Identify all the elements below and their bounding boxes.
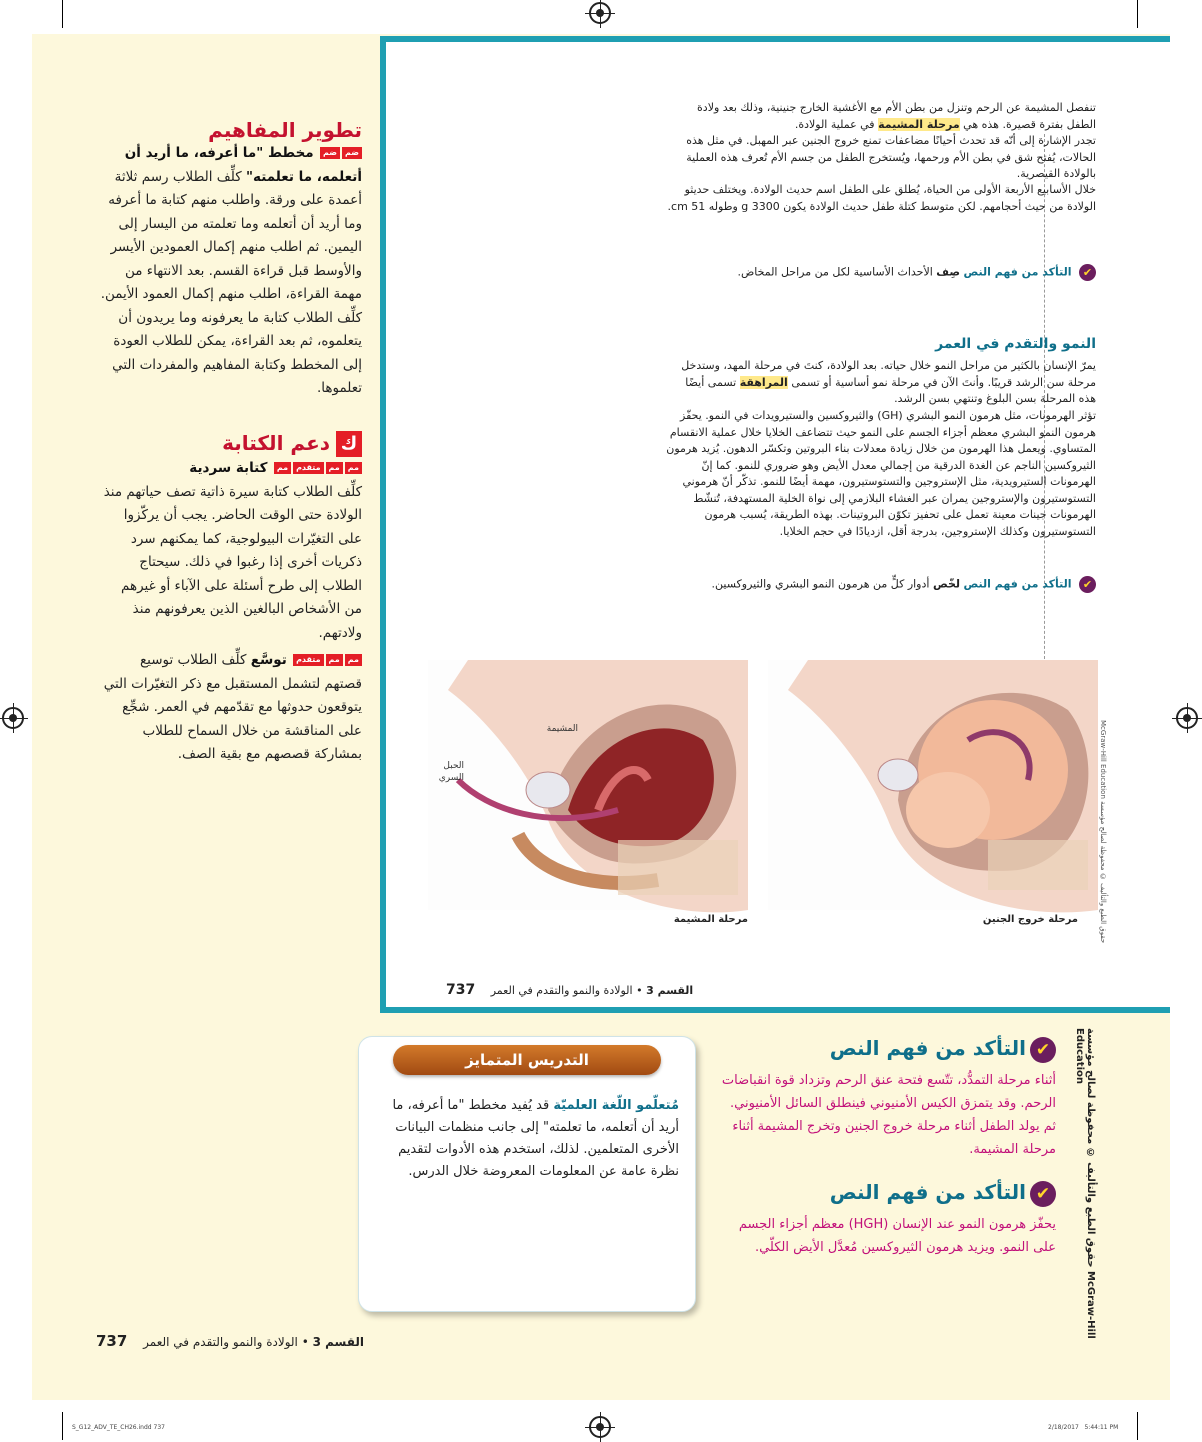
term-adolescence: المراهقة	[739, 375, 788, 389]
vertical-copyright: حقوق الطبع والتأليف © محفوظة لصالح مؤسسة McGraw-Hill Education	[1074, 1028, 1096, 1339]
label-umbilical-cord: الحبل السري	[438, 761, 464, 783]
caption-placenta-stage: مرحلة المشيمة	[673, 914, 748, 925]
differentiated-instruction-box	[358, 1036, 696, 1312]
checkmark-icon: ✔	[1030, 1037, 1056, 1063]
caption-expulsion-stage: مرحلة خروج الجنين	[982, 914, 1078, 925]
concepts-heading: تطوير المفاهيم	[208, 118, 362, 142]
registration-mark-right	[1176, 707, 1198, 729]
answer-heading-2: ✔التأكد من فهم النص	[716, 1180, 1056, 1207]
reading-check-2: ✔ التأكد من فهم النص لخّص أدوار كلٍّ من هرمون النمو البشري والثيروكسين.	[686, 576, 1096, 593]
level-badges: مممممتقدم	[291, 649, 362, 673]
level-badges: ضمضم	[318, 142, 362, 166]
slug-date: 2/18/2017 5:44:11 PM	[1048, 1424, 1119, 1431]
page-footer: القسم 3 • الولادة والنمو والتقدم في العمر 737	[446, 982, 694, 998]
paragraph-placenta: تنفصل المشيمة عن الرحم وتنزل من بطن الأم مع الأغشية الخارج جنينية، وذلك بعد ولادة الطفل بفترة قصيرة. هذه هي مرحلة المشيمة في عملية الولادة.	[697, 101, 1096, 131]
answer-text-1: أثناء مرحلة التمدُّد، تتّسع فتحة عنق الرحم وتزداد قوة انقباضات الرحم. وقد يتمزق الكيس الأمنيوني فينطلق السائل الأمنيوني. ثم يولد الطفل أثناء مرحلة خروج الجنين وتخرج المشيمة أثناء مرحلة المشيمة.	[721, 1072, 1056, 1157]
registration-mark-bottom	[589, 1416, 611, 1438]
answer-heading-1: ✔التأكد من فهم النص	[716, 1036, 1056, 1063]
birth-stages-svg	[428, 660, 1118, 930]
paragraph-growth-1: يمرّ الإنسان بالكثير من مراحل النمو خلال حياته. بعد الولادة، كنتَ في مرحلة المهد، وستدخل مرحلة سن الرشد قريبًا. وأنتَ الآن في مرحلة نمو أساسية أو تسمى المراهقة تسمى أيضًا هذه المرحلة بسن البلوغ وتنتهي بسن الرشد.	[681, 359, 1096, 405]
differentiated-heading: التدريس المتمايز	[393, 1045, 661, 1075]
checkmark-icon: ✔	[1030, 1181, 1056, 1207]
paragraph-cesarean: تجدر الإشارة إلى أنّه قد تحدث أحيانًا مضاعفات تمنع خروج الجنين عبر المهبل. في مثل هذه الحالات، يُفتح شق في بطن الأم ورحمها، ويُستخرج الطفل من جسم الأم تُعرف هذه العملية بالولادة القيصرية.	[686, 134, 1096, 180]
answer-block-1	[716, 1036, 1056, 1161]
expand-block: مممممتقدم توسَّع كلِّف الطلاب توسيع قصتهم لتشمل المستقبل مع ذكر التغيّرات التي يتوقعون حدوثها مع تقدّمهم في العمر. شجِّع على المناقشة من خلال السماح للطلاب بمشاركة قصصهم مع بقية الصف.	[100, 649, 362, 767]
checkmark-icon: ✔	[1079, 264, 1096, 281]
paragraph-newborn: خلال الأسابيع الأربعة الأولى من الحياة، يُطلق على الطفل اسم حديث الولادة. ويختلف حديثو الولادة من حيث أحجامهم. لكن متوسط كتلة طفل حديث الولادة يكون 3300 g وطوله 51 cm.	[667, 183, 1096, 213]
answer-text-2: يحفّز هرمون النمو عند الإنسان (HGH) معظم أجزاء الجسم على النمو. ويزيد هرمون الثيروكسين مُعدَّل الأيض الكلّي.	[738, 1216, 1056, 1255]
birth-illustration	[428, 660, 1118, 930]
registration-mark-top	[589, 2, 611, 24]
page-number: 737	[446, 982, 476, 998]
expulsion-stage-figure	[768, 660, 1098, 912]
registration-mark-left	[2, 707, 24, 729]
placenta-stage-figure	[428, 660, 748, 912]
narrative-block: مممممتقدممم كتابة سردية كلِّف الطلاب كتابة سيرة ذاتية تصف حياتهم منذ الولادة حتى الوقت الحاضر. يجب أن يركّزوا على التغيّرات البيولوجية، كما يمكنهم سرد ذكريات أخرى إذا رغبوا في ذلك. سيحتاج الطلاب إلى طرح أسئلة على الآباء أو غيرهم من الأشخاص البالغين الذين يعرفونهم منذ ولادتهم.	[100, 457, 362, 645]
writing-support-icon: ك	[336, 431, 362, 457]
differentiated-text: مُتعلّمو اللّغة العلميّة قد يُفيد مخطط "ما أعرفه، ما أريد أن أتعلمه، ما تعلمته" إلى جانب منظمات البيانات الأخرى المتعلمين. لذلك، استخدم هذه الأدوات لتقديم نظرة عامة عن المعلومات المعروضة خلال الدرس.	[392, 1098, 679, 1179]
teacher-left-column	[100, 118, 362, 767]
teacher-footer: القسم 3 • الولادة والنمو والتقدم في العمر 737	[96, 1332, 365, 1350]
answer-block-2	[716, 1180, 1056, 1259]
level-badges: مممممتقدممم	[272, 457, 362, 481]
slug-file: S_G12_ADV_TE_CH26.indd 737	[72, 1424, 165, 1431]
concepts-block: ضمضم مخطط "ما أعرفه، ما أريد أن أتعلمه، ما تعلمته" كلِّف الطلاب رسم ثلاثة أعمدة على ورقة. واطلب منهم كتابة ما أعرفه وما أريد أن أتعلمه وما تعلمته من اليسار إلى اليمين. ثم اطلب منهم إكمال العمودين الأيسر والأوسط قبل قراءة القسم. بعد الانتهاء من مهمة القراءة، اطلب منهم إكمال العمود الأيمن. كلِّف الطلاب كتابة ما يعرفونه وما يريدون أن يتعلموه، ثم بعد القراءة، يمكن للطلاب العودة إلى المخطط وكتابة المفاهيم والمفردات التي تعلموها.	[100, 142, 362, 401]
term-placenta-stage: مرحلة المشيمة	[878, 117, 960, 131]
teacher-page-number: 737	[96, 1332, 128, 1350]
checkmark-icon: ✔	[1079, 576, 1096, 593]
writing-heading-row: كدعم الكتابة	[100, 431, 362, 458]
paragraph-hormones: تؤثر الهرمونات، مثل هرمون النمو البشري (GH) والثيروكسين والستيرويدات في النمو. يحفّز هرمون النمو البشري معظم أجزاء الجسم على النمو حيث تتضاعف الخلايا خلال عملية الانقسام المتساوي. ويعمل هذا الهرمون من خلال زيادة معدلات بناء البروتين وتكسّر الدهون. يُزيد هرمون الثيروكسين الناجم عن الغدة الدرقية من إجمالي معدل الأيض وهو ضروري للنمو. كما إنّ الهرمونات الستيرويدية، مثل الإستروجين والتستوستيرون، مهمة أيضًا للنمو. تذكّر أنّ هرموني التستوستيرون والإستروجين يمران عبر الغشاء البلازمي إلى نواة الخلية المستهدفة، تُنشّط الهرمونات جينات معينة تعمل على تحفيز تكوّن البروتينات. بهذه الطريقة، يُسبب هرمون التستوستيرون وكذلك الإستروجين، بدرجة أقل، ازديادًا في حجم الخلايا.	[666, 409, 1096, 538]
growth-heading: النمو والتقدم في العمر	[935, 336, 1096, 352]
label-placenta: المشيمة	[546, 724, 578, 734]
illustration-copyright: McGraw-Hill Education حقوق الطبع والتأليف © محفوظة لصالح مؤسسة	[1099, 720, 1107, 944]
reading-check-1: ✔ التأكد من فهم النص صِف الأحداث الأساسية لكل من مراحل المخاض.	[666, 264, 1096, 281]
